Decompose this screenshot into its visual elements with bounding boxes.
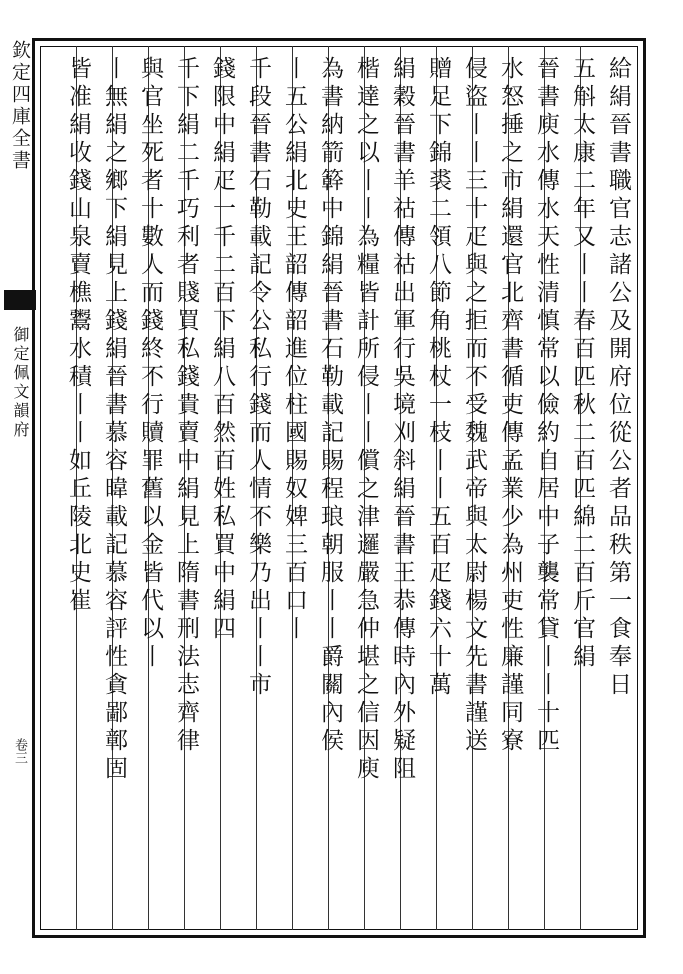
text-column-1: 給絹晉書職官志諸公及開府位從公者品秩第一食奉日: [605, 56, 631, 700]
text-column-10: 丨五公絹北史王韶傳韶進位柱國賜奴婢三百口丨: [281, 56, 307, 644]
text-column-6: 贈足下錦裘二領八節角桃杖一枝丨丨五百疋錢六十萬: [425, 56, 451, 700]
text-column-8: 楷達之以丨丨為糧皆計所侵丨丨償之津邏嚴急仲堪之信因庾: [353, 56, 379, 784]
text-column-2: 五斛太康二年又丨丨春百匹秋二百匹綿二百斤官絹: [569, 56, 595, 672]
fishtail-mark: [4, 290, 36, 310]
text-column-13: 千下絹二千巧利者賤買私錢貴賣中絹見上隋書刑法志齊律: [173, 56, 199, 756]
text-column-9: 為書納箭簳中錦絹晉書石勒載記賜程琅朝服丨丨爵關內侯: [317, 56, 343, 756]
text-column-7: 絹穀晉書羊祜傳祜出軍行吳境刈斜絹晉書王恭傳時內外疑阻: [389, 56, 415, 784]
text-column-4: 水怒捶之市絹還官北齊書循吏傳孟業少為州吏性廉謹同寮: [497, 56, 523, 756]
page-number: 卷三: [12, 738, 27, 764]
margin-book-title: 御定佩文韻府: [11, 326, 30, 440]
text-column-16: 皆准絹收錢山泉賣樵鬻水積丨丨如丘陵北史崔: [65, 56, 91, 616]
text-column-14: 與官坐死者十數人而錢終不行贖罪舊以金皆代以丨: [137, 56, 163, 672]
text-column-3: 晉書庾水傳水天性清慎常以儉約自居中子襲常貸丨丨十匹: [533, 56, 559, 756]
text-column-15: 丨無絹之鄉下絹見上錢絹晉書慕容暐載記慕容評性貪鄙鄣固: [101, 56, 127, 784]
margin-title: 欽定四庫全書: [9, 40, 31, 172]
text-column-12: 錢限中絹疋一千二百下絹八百然百姓私買中絹四: [209, 56, 235, 644]
text-column-11: 千段晉書石勒載記令公私行錢而人情不樂乃出丨丨市: [245, 56, 271, 700]
text-column-5: 侵盜丨丨三十疋與之拒而不受魏武帝與太尉楊文先書謹送: [461, 56, 487, 756]
